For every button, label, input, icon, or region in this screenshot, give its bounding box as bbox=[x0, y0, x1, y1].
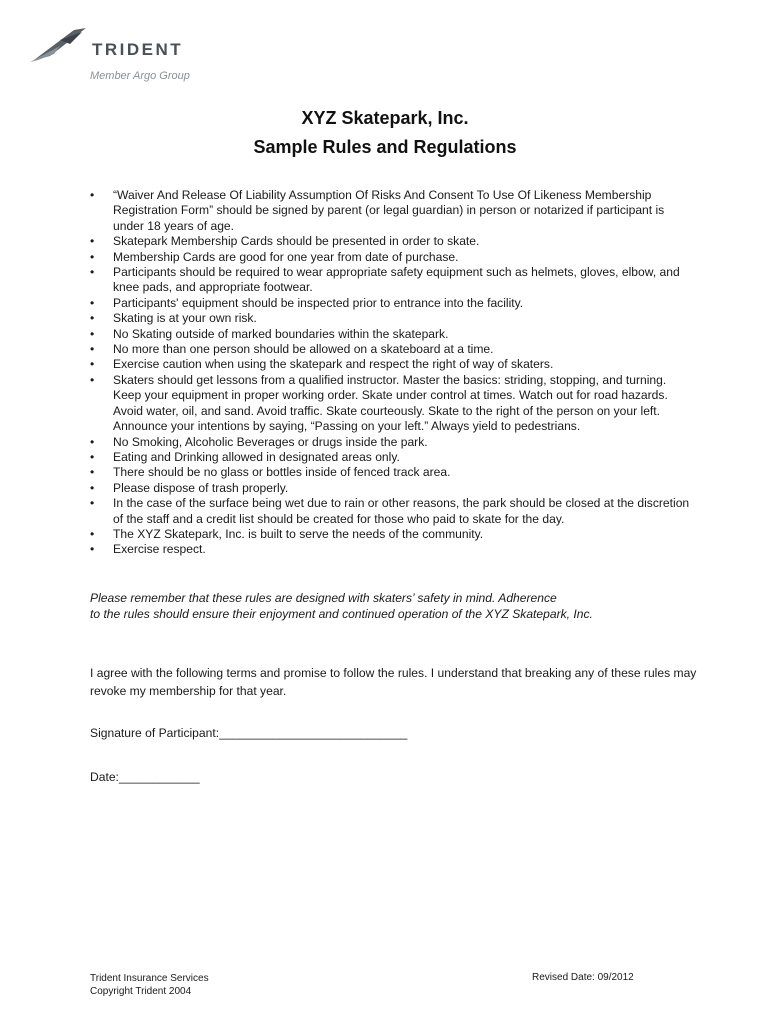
rule-item: • Please dispose of trash properly. bbox=[113, 481, 693, 496]
footer-left bbox=[90, 972, 209, 998]
rule-item: • No Smoking, Alcoholic Beverages or drugs inside the park. bbox=[113, 435, 693, 450]
trident-logo-icon bbox=[30, 26, 88, 66]
rule-item: • Participants' equipment should be inspected prior to entrance into the facility. bbox=[113, 296, 693, 311]
rule-item: • Skatepark Membership Cards should be presented in order to skate. bbox=[113, 234, 693, 249]
logo-name: TRIDENT bbox=[92, 40, 184, 59]
rule-item: • There should be no glass or bottles inside of fenced track area. bbox=[113, 465, 693, 480]
rule-item: • Exercise respect. bbox=[113, 542, 693, 557]
trident-logo bbox=[30, 26, 200, 88]
date-field[interactable]: Date:____________ bbox=[90, 770, 200, 784]
rule-item: • Membership Cards are good for one year from date of purchase. bbox=[113, 250, 693, 265]
rule-item: • Exercise caution when using the skatepark and respect the right of way of skaters. bbox=[113, 357, 693, 372]
rules-list bbox=[113, 188, 693, 558]
safety-note-line-2: to the rules should ensure their enjoyment and continued operation of the XYZ Skatepark, Inc. bbox=[90, 607, 593, 621]
document-subtitle: Sample Rules and Regulations bbox=[253, 137, 517, 157]
rule-item: • The XYZ Skatepark, Inc. is built to serve the needs of the community. bbox=[113, 527, 693, 542]
rule-item: • No Skating outside of marked boundaries within the skatepark. bbox=[113, 327, 693, 342]
rule-item: • Eating and Drinking allowed in designated areas only. bbox=[113, 450, 693, 465]
rule-item: • No more than one person should be allowed on a skateboard at a time. bbox=[113, 342, 693, 357]
rule-item: • “Waiver And Release Of Liability Assumption Of Risks And Consent To Use Of Likeness Membership Registration Form” should be signed by parent (or legal guardian) in person or notarized if participant is under 18 years of age. bbox=[113, 188, 693, 234]
footer-copyright: Copyright Trident 2004 bbox=[90, 986, 192, 997]
rule-item: • Skaters should get lessons from a qualified instructor. Master the basics: striding, stopping, and turning. Keep your equipment in proper working order. Skate under control at times. Watch out for road hazards. Avoid water, oil, and sand. Avoid traffic. Skate courteously. Skate to the right of the person on your left. Announce your intentions by saying, “Passing on your left.” Always yield to pedestrians. bbox=[113, 373, 693, 435]
rule-item: • Participants should be required to wear appropriate safety equipment such as helmets, gloves, elbow, and knee pads, and appropriate footwear. bbox=[113, 265, 693, 296]
rule-item: • In the case of the surface being wet due to rain or other reasons, the park should be closed at the discretion of the staff and a credit list should be created for those who paid to skate for the day. bbox=[113, 496, 693, 527]
rule-item: • Skating is at your own risk. bbox=[113, 311, 693, 326]
agreement-text: I agree with the following terms and promise to follow the rules. I understand that breaking any of these rules may revoke my membership for that year. bbox=[90, 666, 697, 698]
safety-note bbox=[90, 590, 710, 622]
logo-tagline: Member Argo Group bbox=[90, 70, 190, 82]
footer-revised-date: Revised Date: 09/2012 bbox=[532, 972, 634, 983]
document-title: XYZ Skatepark, Inc. bbox=[301, 108, 469, 128]
footer-company: Trident Insurance Services bbox=[90, 973, 209, 984]
signature-field[interactable]: Signature of Participant:____________________________ bbox=[90, 726, 408, 740]
safety-note-line-1: Please remember that these rules are designed with skaters’ safety in mind. Adherence bbox=[90, 591, 557, 605]
